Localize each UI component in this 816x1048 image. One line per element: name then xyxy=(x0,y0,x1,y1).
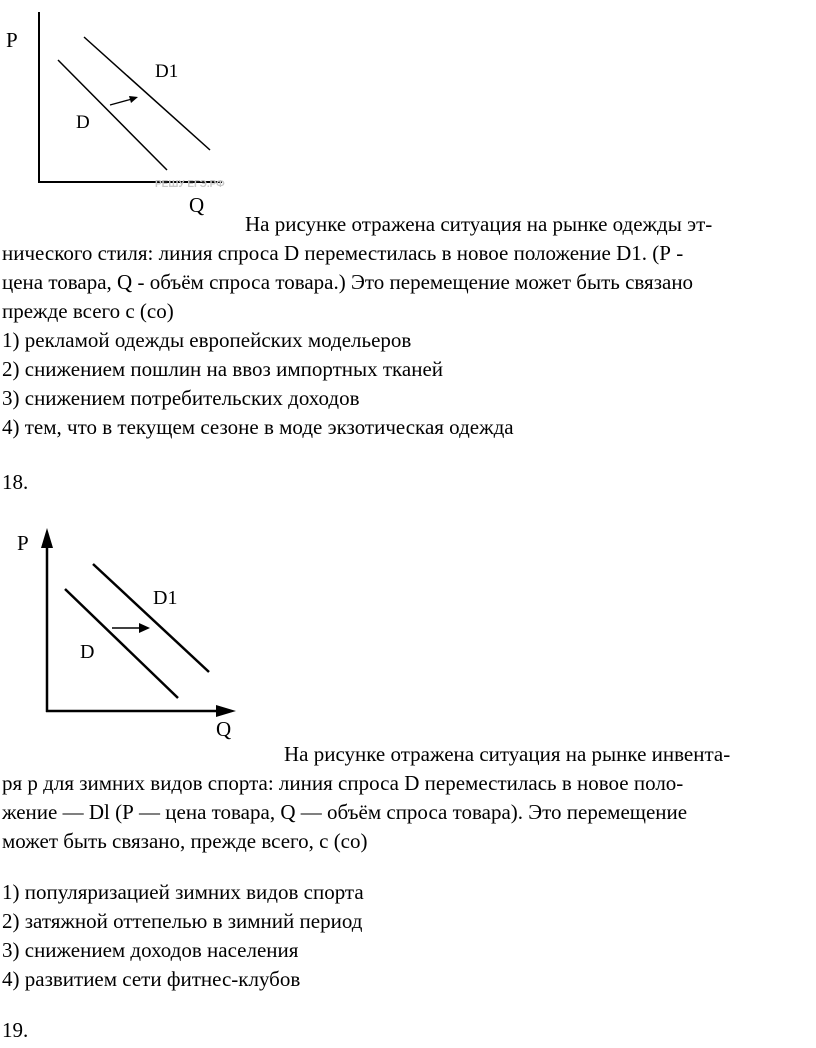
demand-curve-d1 xyxy=(93,564,209,672)
curve-label-d1: D1 xyxy=(155,61,179,82)
graph-2-svg xyxy=(0,520,250,745)
curve-label-d: D xyxy=(80,641,95,663)
graph-1-svg xyxy=(0,0,250,218)
shift-arrow-line xyxy=(110,99,132,105)
p-axis-arrow xyxy=(41,528,53,548)
demand-curve-d xyxy=(58,60,167,170)
question-18-line-3: жение — Dl (Р — цена товара, Q — объём спроса товара). Это перемещение xyxy=(2,800,688,824)
question-17-text xyxy=(2,210,814,442)
demand-curve-d1 xyxy=(84,37,210,150)
question-17-line-1: На рисунке отражена ситуация на рынке одежды эт- xyxy=(245,212,713,236)
curve-label-d1: D1 xyxy=(153,587,178,609)
demand-shift-graph-2 xyxy=(0,520,250,745)
question-17-option-3: 3) снижением потребительских доходов xyxy=(2,386,360,410)
watermark: РЕШУ ЕГЭ.РФ xyxy=(155,179,225,190)
question-19-number: 19. xyxy=(2,1018,29,1042)
question-18-option-2: 2) затяжной оттепелью в зимний период xyxy=(2,909,363,933)
axis-label-q: Q xyxy=(216,717,232,741)
question-18-line-2: ря р для зимних видов спорта: линия спроса D переместилась в новое поло- xyxy=(2,771,684,795)
question-18-line-4: может быть связано, прежде всего, с (со) xyxy=(2,829,368,853)
question-18-options xyxy=(2,878,814,994)
shift-arrow-head xyxy=(139,623,150,633)
axis-label-q: Q xyxy=(189,193,205,217)
question-18-option-4: 4) развитием сети фитнес-клубов xyxy=(2,967,301,991)
question-18-number: 18. xyxy=(2,470,29,494)
question-17-option-4: 4) тем, что в текущем сезоне в моде экзотическая одежда xyxy=(2,415,514,439)
question-17-line-4: прежде всего с (со) xyxy=(2,299,174,323)
question-18-line-1: На рисунке отражена ситуация на рынке инвента- xyxy=(284,742,731,766)
shift-arrow-head xyxy=(129,96,138,103)
question-17-line-3: цена товара, Q - объём спроса товара.) Это перемещение может быть связано xyxy=(2,270,694,294)
curve-label-d: D xyxy=(76,112,90,133)
axis-label-p: P xyxy=(17,531,29,555)
question-17-option-1: 1) рекламой одежды европейских модельеров xyxy=(2,328,412,352)
question-18-text xyxy=(2,740,814,856)
question-17-line-2: нического стиля: линия спроса D переместилась в новое положение D1. (Р - xyxy=(2,241,684,265)
question-17-option-2: 2) снижением пошлин на ввоз импортных тканей xyxy=(2,357,444,381)
demand-shift-graph-1 xyxy=(0,0,250,218)
question-18-option-3: 3) снижением доходов населения xyxy=(2,938,299,962)
q-axis-arrow xyxy=(216,705,236,717)
question-18-option-1: 1) популяризацией зимних видов спорта xyxy=(2,880,364,904)
axis-label-p: P xyxy=(6,28,18,52)
